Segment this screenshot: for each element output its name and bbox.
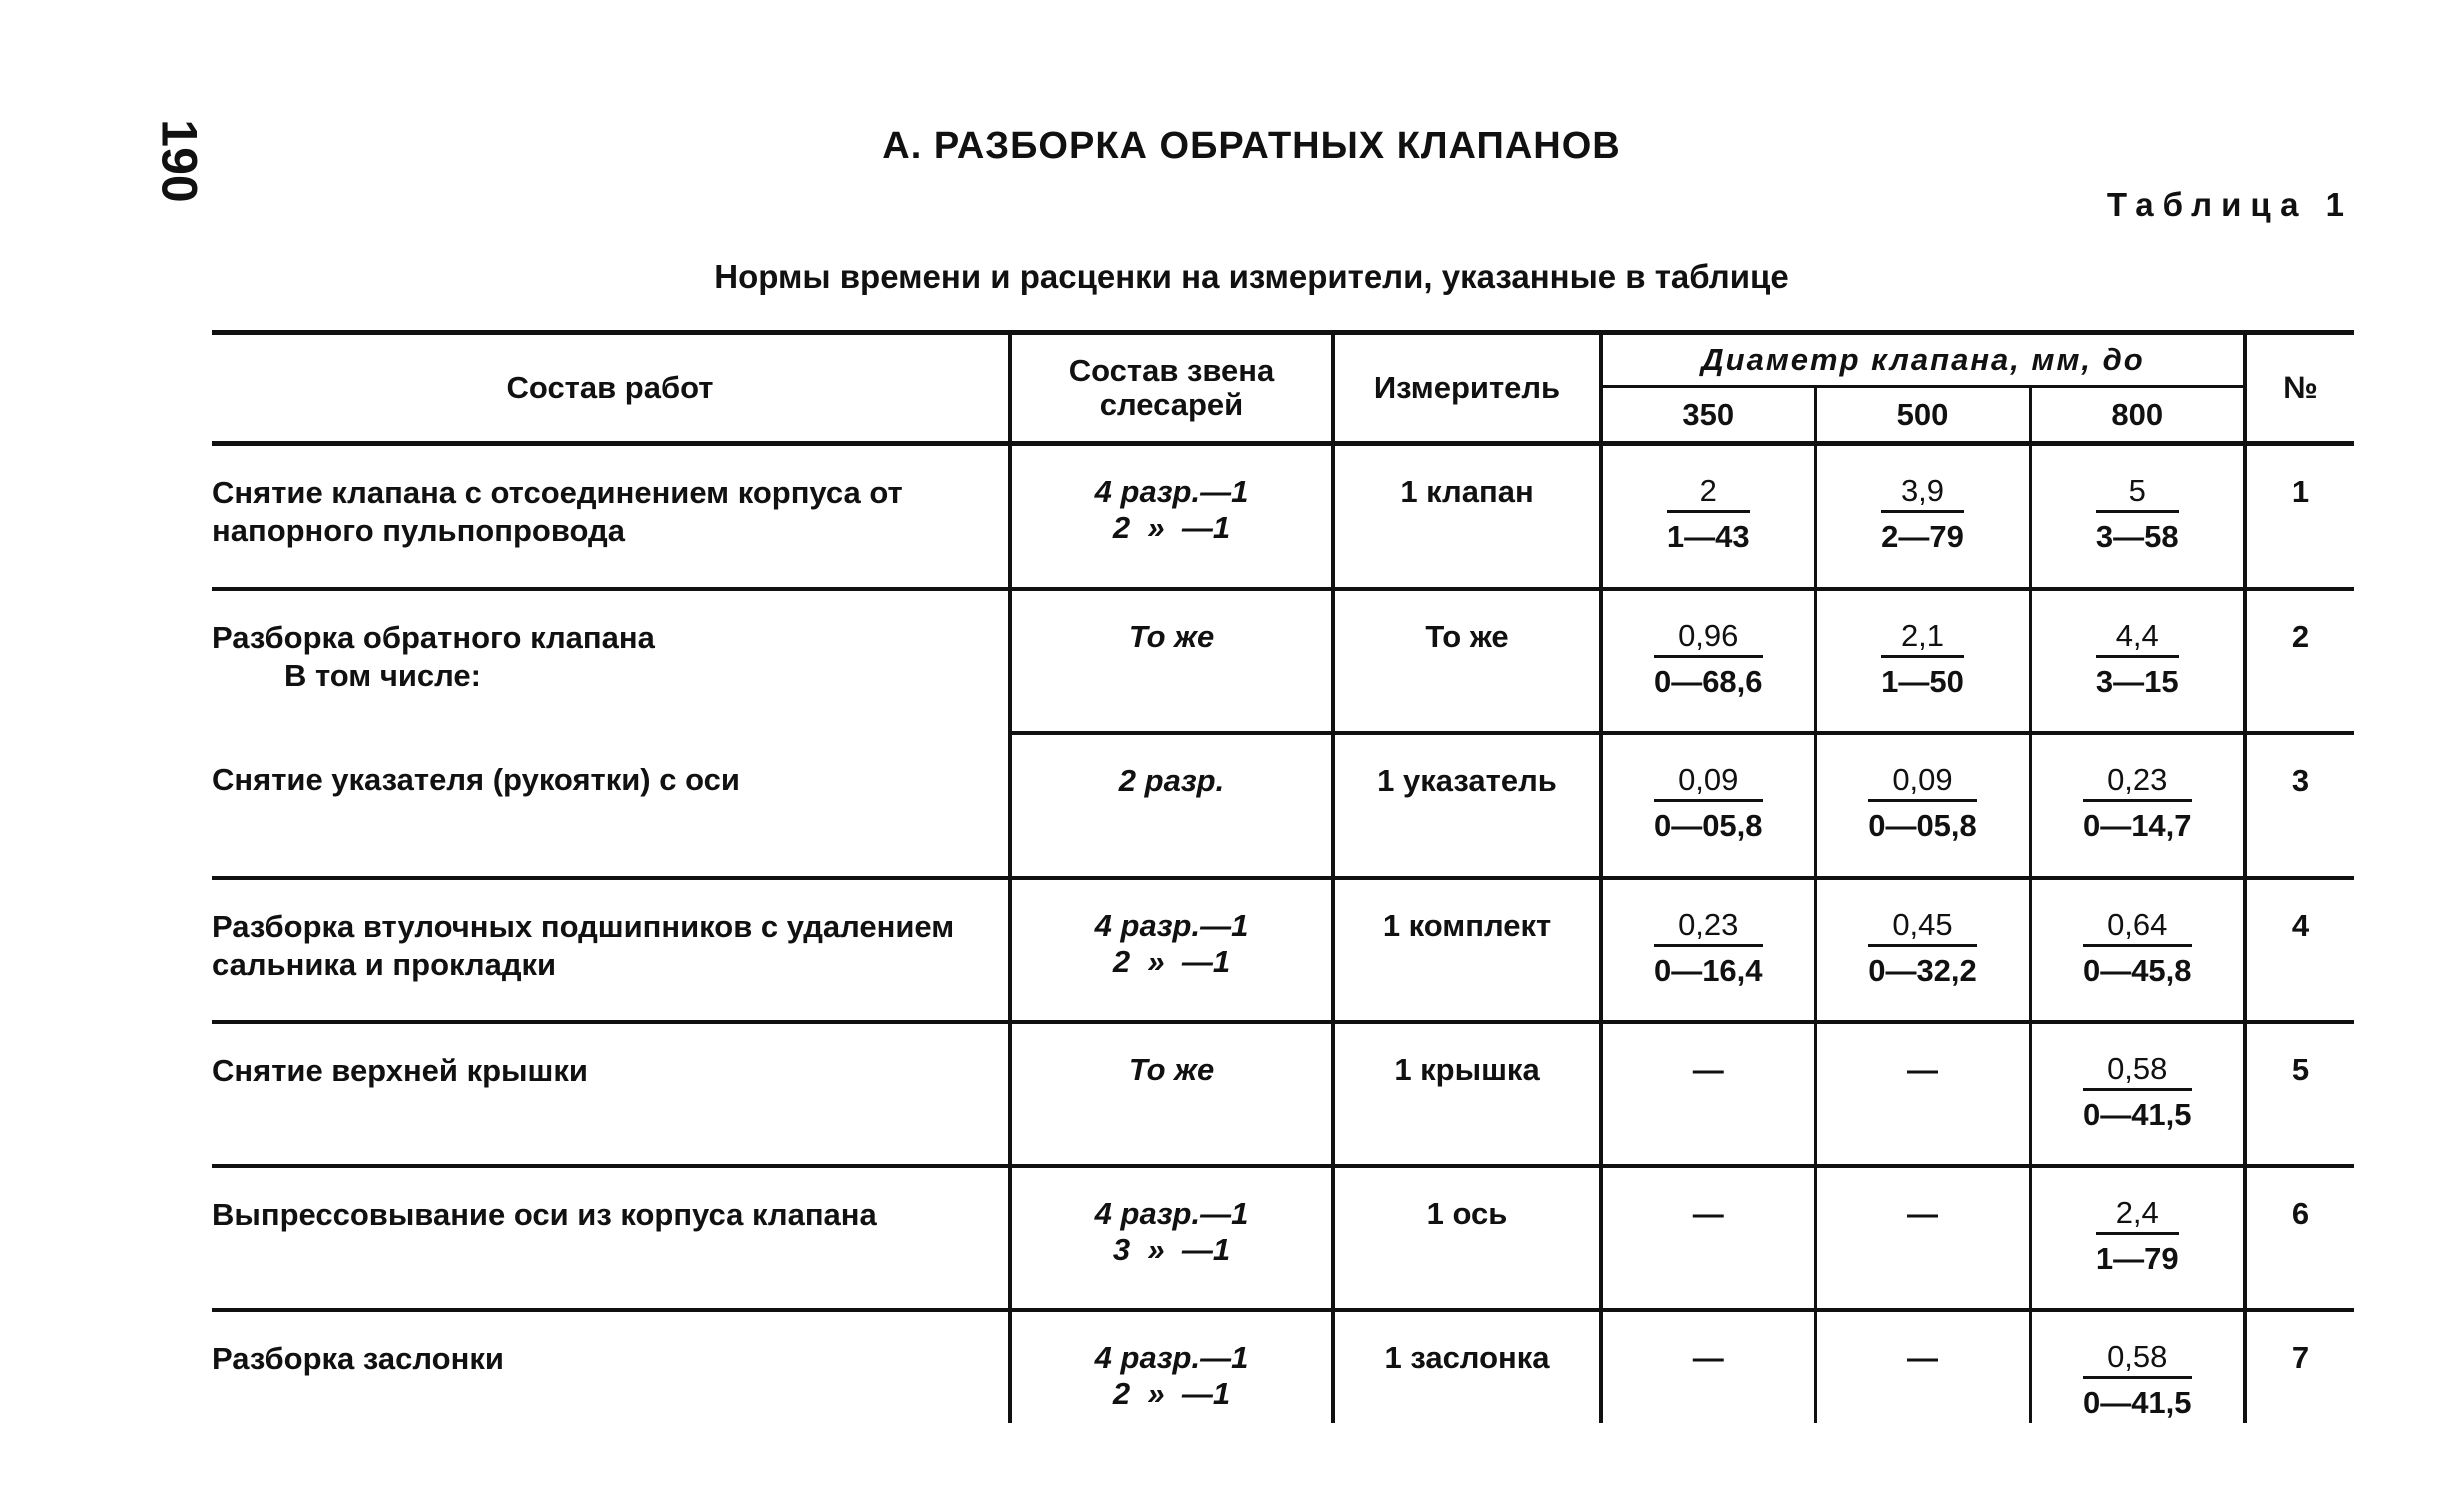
- time-norm: 0,09: [1868, 763, 1977, 802]
- cell-measure: [1333, 878, 1601, 1022]
- cell-crew: [1010, 444, 1333, 589]
- rate: 1—50: [1881, 663, 1964, 699]
- table-row: [212, 733, 2354, 878]
- crew-line: 4 разр.—1: [1094, 907, 1249, 943]
- rate: 0—14,7: [2082, 807, 2192, 843]
- row-number: 3: [2291, 762, 2310, 798]
- measure-text: 1 комплект: [1382, 907, 1552, 943]
- fraction: [1654, 763, 1763, 846]
- cell-work: [212, 589, 1010, 733]
- rate: 0—16,4: [1653, 952, 1763, 988]
- measure-text: 1 крышка: [1394, 1051, 1540, 1087]
- cell-number: [2245, 1166, 2354, 1310]
- fraction: [1654, 619, 1763, 702]
- cell-v350: [1601, 733, 1815, 878]
- cell-v350: [1601, 1310, 1815, 1423]
- fraction: [2096, 474, 2179, 557]
- rate: 1—43: [1666, 519, 1750, 554]
- time-norm: 0,64: [2083, 908, 2192, 947]
- measure-text: То же: [1425, 618, 1509, 654]
- row-number: 5: [2291, 1051, 2310, 1087]
- cell-v500: [1815, 733, 2030, 878]
- cell-v500: [1815, 1310, 2030, 1423]
- time-norm: 4,4: [2096, 619, 2179, 658]
- crew-line: 4 разр.—1: [1094, 474, 1249, 509]
- cell-crew: [1010, 1166, 1333, 1310]
- cell-measure: [1333, 733, 1601, 878]
- cell-v800: [2030, 878, 2245, 1022]
- crew-line: 2 » —1: [1112, 510, 1231, 545]
- table-row: [212, 589, 2354, 733]
- rate: 1—79: [2095, 1240, 2179, 1276]
- fraction: [2096, 619, 2179, 702]
- rate: 3—58: [2095, 519, 2179, 554]
- cell-v350: [1601, 1166, 1815, 1310]
- row-number: 7: [2291, 1339, 2310, 1375]
- crew-line: 2 разр.: [1118, 762, 1225, 798]
- cell-work: [212, 1166, 1010, 1310]
- fraction: [2083, 763, 2192, 846]
- header-diameter: Диаметр клапана, мм, до: [1601, 333, 2245, 387]
- cell-crew: [1010, 733, 1333, 878]
- fraction: [2096, 1196, 2179, 1279]
- cell-v350: [1601, 589, 1815, 733]
- crew-line: То же: [1128, 618, 1215, 654]
- header-work: Состав работ: [212, 333, 1010, 444]
- cell-work: [212, 444, 1010, 589]
- cell-v800: [2030, 1022, 2245, 1166]
- cell-number: [2245, 589, 2354, 733]
- table-subtitle: Нормы времени и расценки на измерители, указанные в таблице: [714, 258, 1789, 295]
- work-text: Разборка обратного клапана: [212, 619, 655, 655]
- cell-v800: [2030, 1310, 2245, 1423]
- fraction: [2083, 1052, 2192, 1135]
- time-norm: 3,9: [1881, 474, 1964, 513]
- rate: 2—79: [1881, 519, 1964, 554]
- work-subtext: В том числе:: [284, 657, 481, 693]
- crew-line: 2 » —1: [1112, 1375, 1231, 1411]
- cell-measure: [1333, 1166, 1601, 1310]
- time-norm: 2,4: [2096, 1196, 2179, 1235]
- time-norm: 2,1: [1881, 619, 1964, 658]
- crew-line: 4 разр.—1: [1094, 1339, 1249, 1375]
- page-number: 190: [151, 119, 208, 203]
- measure-text: 1 заслонка: [1384, 1339, 1550, 1375]
- row-number: 2: [2291, 618, 2310, 654]
- cell-v500: [1815, 589, 2030, 733]
- measure-text: 1 клапан: [1400, 474, 1534, 509]
- work-text: Выпрессовывание оси из корпуса клапана: [212, 1196, 877, 1232]
- fraction: [1868, 763, 1977, 846]
- cell-v500: [1815, 1022, 2030, 1166]
- fraction: [2083, 1340, 2192, 1423]
- row-number: 1: [2291, 474, 2310, 509]
- dash: —: [1692, 1195, 1724, 1231]
- crew-line: 3 » —1: [1112, 1231, 1231, 1267]
- table-row: [212, 1166, 2354, 1310]
- row-number: 4: [2291, 907, 2310, 943]
- work-text: Снятие верхней крышки: [212, 1052, 588, 1088]
- cell-v800: [2030, 444, 2245, 589]
- rate: 0—41,5: [2082, 1384, 2192, 1420]
- table-label: Таблица 1: [2106, 186, 2353, 223]
- cell-v800: [2030, 589, 2245, 733]
- fraction: [1667, 474, 1750, 557]
- rate: 0—45,8: [2082, 952, 2192, 988]
- time-norm: 0,23: [1654, 908, 1763, 947]
- crew-line: 2 » —1: [1112, 943, 1231, 979]
- rate: 0—68,6: [1653, 663, 1763, 699]
- work-text: Снятие указателя (рукоятки) с оси: [212, 761, 740, 797]
- header-measure: Измеритель: [1333, 333, 1601, 444]
- dash: —: [1907, 1195, 1938, 1231]
- time-norm: 2: [1667, 474, 1750, 513]
- dash: —: [1692, 1051, 1724, 1087]
- cell-crew: [1010, 589, 1333, 733]
- cell-v800: [2030, 733, 2245, 878]
- time-norm: 0,23: [2083, 763, 2192, 802]
- header-d500: 500: [1815, 387, 2030, 444]
- cell-v800: [2030, 1166, 2245, 1310]
- time-norm: 0,45: [1868, 908, 1977, 947]
- table-row: [212, 878, 2354, 1022]
- work-text: Снятие клапана с отсоединением корпуса от напорного пульпопровода: [212, 475, 903, 548]
- time-norm: 5: [2096, 474, 2179, 513]
- cell-v350: [1601, 1022, 1815, 1166]
- cell-measure: [1333, 444, 1601, 589]
- rate: 3—15: [2095, 663, 2179, 699]
- cell-v500: [1815, 878, 2030, 1022]
- time-norm: 0,58: [2083, 1052, 2192, 1091]
- header-number: №: [2245, 333, 2354, 444]
- fraction: [1654, 908, 1763, 991]
- row-number: 6: [2291, 1195, 2310, 1231]
- cell-number: [2245, 1310, 2354, 1423]
- work-text: Разборка заслонки: [212, 1340, 504, 1376]
- rate: 0—41,5: [2082, 1096, 2192, 1132]
- table-row: [212, 1022, 2354, 1166]
- cell-number: [2245, 878, 2354, 1022]
- table-row: [212, 1310, 2354, 1423]
- fraction: [1881, 619, 1964, 702]
- dash: —: [1907, 1051, 1938, 1087]
- time-norm: 0,96: [1654, 619, 1763, 658]
- dash: —: [1692, 1339, 1724, 1375]
- cell-number: [2245, 733, 2354, 878]
- dash: —: [1907, 1339, 1938, 1375]
- cell-v500: [1815, 1166, 2030, 1310]
- cell-measure: [1333, 589, 1601, 733]
- section-title: А. РАЗБОРКА ОБРАТНЫХ КЛАПАНОВ: [882, 125, 1621, 167]
- cell-work: [212, 878, 1010, 1022]
- header-d350: 350: [1601, 387, 1815, 444]
- cell-number: [2245, 444, 2354, 589]
- cell-v350: [1601, 444, 1815, 589]
- cell-crew: [1010, 1310, 1333, 1423]
- cell-crew: [1010, 1022, 1333, 1166]
- cell-v500: [1815, 444, 2030, 589]
- table-row: [212, 444, 2354, 589]
- crew-line: То же: [1128, 1051, 1215, 1087]
- measure-text: 1 указатель: [1377, 762, 1557, 798]
- cell-work: [212, 733, 1010, 878]
- time-norm: 0,58: [2083, 1340, 2192, 1379]
- cell-measure: [1333, 1310, 1601, 1423]
- rate: 0—05,8: [1868, 807, 1977, 843]
- work-text: Разборка втулочных подшипников с удалением сальника и прокладки: [212, 908, 955, 982]
- cell-v350: [1601, 878, 1815, 1022]
- cell-work: [212, 1022, 1010, 1166]
- header-d800: 800: [2030, 387, 2245, 444]
- header-crew: Состав звена слесарей: [1010, 333, 1333, 444]
- rate: 0—32,2: [1868, 952, 1977, 988]
- cell-number: [2245, 1022, 2354, 1166]
- time-norm: 0,09: [1654, 763, 1763, 802]
- cell-measure: [1333, 1022, 1601, 1166]
- norms-table: [212, 330, 2354, 1423]
- measure-text: 1 ось: [1426, 1195, 1508, 1231]
- cell-work: [212, 1310, 1010, 1423]
- fraction: [1881, 474, 1964, 557]
- cell-crew: [1010, 878, 1333, 1022]
- rate: 0—05,8: [1653, 807, 1763, 843]
- fraction: [1868, 908, 1977, 991]
- fraction: [2083, 908, 2192, 991]
- crew-line: 4 разр.—1: [1094, 1195, 1249, 1231]
